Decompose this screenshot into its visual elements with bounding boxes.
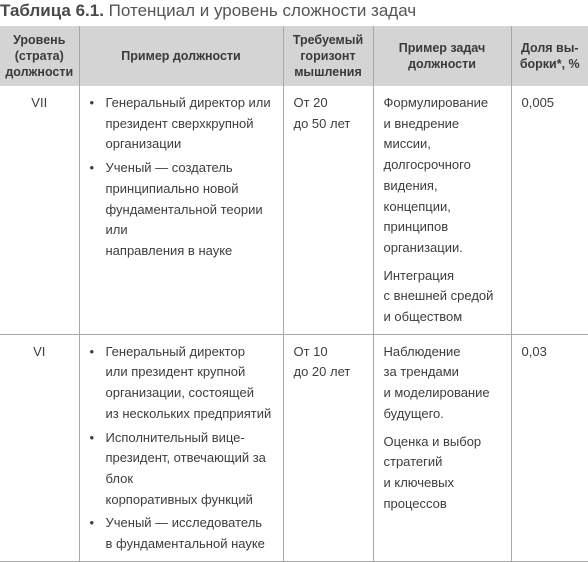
position-text: Исполнительный вице- президент, отвечающий за блок корпоративных функций [105,429,266,507]
positions-cell [79,334,283,561]
task-paragraph: Оценка и выбор стратегий и ключевых процессов [383,433,482,511]
header-level: Уровень (страта) должности [0,26,79,86]
position-text: Ученый — исследователь в фундаментальной науке [105,515,265,552]
table-number: Таблица 6.1. [0,1,104,20]
position-item [90,158,277,262]
task-paragraph: Наблюдение за трендами и моделирование будущего. [383,343,490,421]
position-item [90,93,277,155]
table-title: Потенциал и уровень сложности задач [108,1,417,20]
table-header-row [0,26,588,86]
level-cell: VII [0,86,79,334]
table-row [0,86,588,334]
position-text: Ученый — создатель принципиально новой фундаментальной теории или направления в науке [105,160,263,258]
position-text: Генеральный директор или президент сверхкрупной организации [105,95,271,152]
tasks-cell [373,334,511,561]
bullet-icon: • [89,160,95,176]
horizon-cell: От 20 до 50 лет [283,86,373,334]
header-sample-share: Доля вы- борки*, % [511,26,588,86]
complexity-table [0,26,588,562]
position-item [90,342,277,425]
bullet-icon: • [89,515,95,531]
tasks-cell [373,86,511,334]
header-position-example: Пример должности [79,26,283,86]
task-paragraph: Интеграция с внешней средой и обществом [383,267,494,325]
bullet-icon: • [89,95,95,110]
bullet-icon: • [89,343,95,359]
table-row [0,334,588,561]
position-item [90,428,277,511]
header-task-example: Пример задач должности [373,26,511,86]
bullet-icon: • [89,429,95,445]
level-cell: VI [0,334,79,561]
header-thinking-horizon: Требуемый горизонт мышления [283,26,373,86]
share-cell: 0,005 [511,86,588,334]
task-paragraph: Формулирование и внедрение миссии, долгосрочного видения, концепции, принципов организации. [383,95,489,255]
position-text: Генеральный директор или президент крупной организации, состоящей из нескольких предприятий [105,343,272,421]
positions-cell [79,86,283,334]
position-item [90,513,277,554]
table-caption [0,0,416,24]
horizon-cell: От 10 до 20 лет [283,334,373,561]
share-cell: 0,03 [511,334,588,561]
